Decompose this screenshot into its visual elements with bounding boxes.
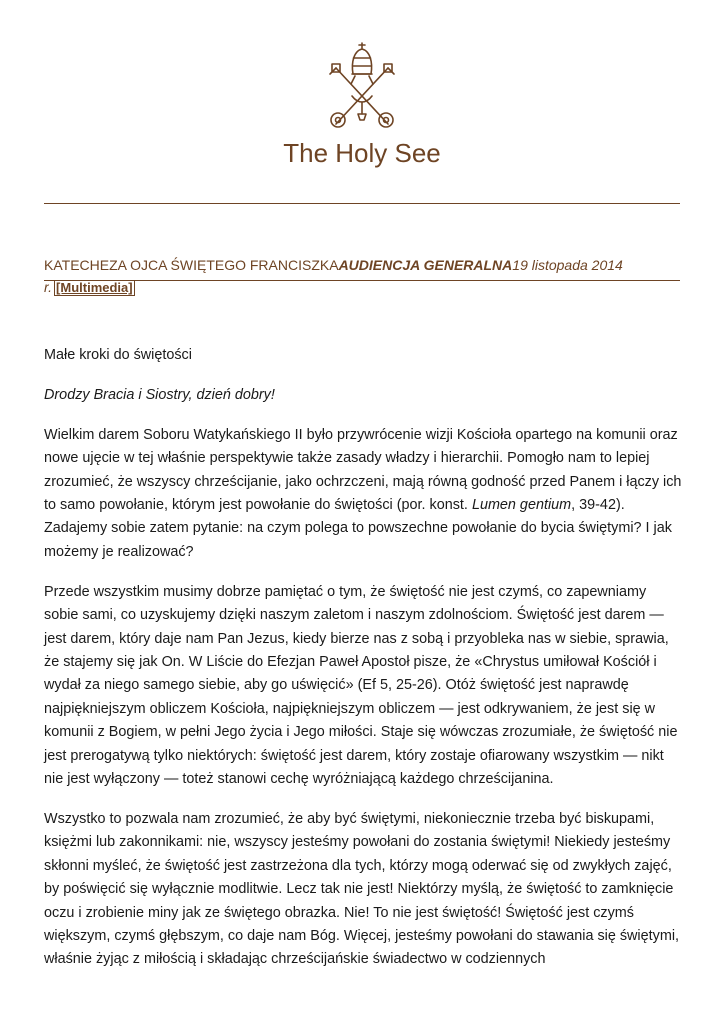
paragraph-1-part-2: , 39-42). Zadajemy sobie zatem pytanie: na czym polega to powszechne powołanie do bycia świętymi? I jak możemy je realizować? (44, 497, 672, 560)
paragraph-2: Przede wszystkim musimy dobrze pamiętać o tym, że świętość nie jest czymś, co zapewniamy sobie sami, co uzyskujemy dzięki naszym zaletom i naszym zdolnościom. Świętość jest darem — jest darem, który daje nam Pan Jezus, kiedy bierze nas z sobą i przyobleka nas w siebie, sprawia, że stajemy się jak On. W Liście do Efezjan Paweł Apostoł pisze, że «Chrystus umiłował Kościół i wydał za niego samego siebie, aby go uświęcić» (Ef 5, 25-26). Otóż świętość jest naprawdę najpiękniejszym obliczem Kościoła, najpiękniejszym obliczem — jest odkrywaniem, że jest się w komunii z Bogiem, w pełni Jego życia i Jego miłości. Staje się wówczas zrozumiałe, że świętość nie jest prerogatywą tylko niektórych: świętość jest darem, który zostaje ofiarowany wszystkim — nikt nie jest wyłączony — toteż stanowi cechę wyróżniającą każdego chrześcijanina. (44, 583, 678, 787)
audience-date: 19 listopada 2014 (512, 257, 623, 273)
multimedia-link[interactable]: [Multimedia] (56, 280, 133, 295)
header-divider (44, 203, 680, 204)
date-suffix: r. (44, 279, 53, 295)
papal-coat-of-arms-icon (318, 40, 406, 134)
catechesis-label: KATECHEZA OJCA ŚWIĘTEGO FRANCISZKA (44, 257, 339, 273)
paragraph-1 (44, 424, 684, 564)
header-underline (44, 280, 680, 281)
audience-label: AUDIENCJA GENERALNA (338, 257, 513, 273)
site-title[interactable]: The Holy See (283, 138, 441, 168)
article-body (44, 344, 684, 988)
paragraph-3: Wszystko to pozwala nam zrozumieć, że aby być świętymi, niekoniecznie trzeba być biskupami, księżmi lub zakonnikami: nie, wszyscy jesteśmy powołani do zostania świętymi! Niekiedy jesteśmy skłonni myśleć, że świętość jest zastrzeżona dla tych, którzy mogą oderwać się od zwykłych zajęć, by poświęcić się wyłącznie modlitwie. Lecz tak nie jest! Niektórzy myślą, że świętość to zamknięcie oczu i zrobienie miny jak ze świętego obrazka. Nie! To nie jest świętość! Świętość jest czymś większym, czymś głębszym, co daje nam Bóg. Więcej, jesteśmy powołani do stawania się świętymi, właśnie żyjąc z miłością i składając chrześcijańskie świadectwo w codziennych (44, 810, 680, 968)
article-title: Małe kroki do świętości (44, 347, 192, 363)
document-reference: Lumen gentium (471, 497, 572, 514)
document-header (44, 255, 684, 275)
greeting: Drodzy Bracia i Siostry, dzień dobry! (44, 386, 275, 403)
paragraph-1-part-1: Wielkim darem Soboru Watykańskiego II było przywrócenie wizji Kościoła opartego na komunii oraz nowe ujęcie w tej właśnie perspektywie także zasady władzy i hierarchii. Pomogło nam to lepiej zrozumieć, że wszyscy chrześcijanie, jako ochrzczeni, mają równą godność przed Panem i łączy ich to samo powołanie, którym jest powołanie do świętości (por. konst. (44, 426, 682, 514)
document-header-line-2 (44, 278, 135, 296)
